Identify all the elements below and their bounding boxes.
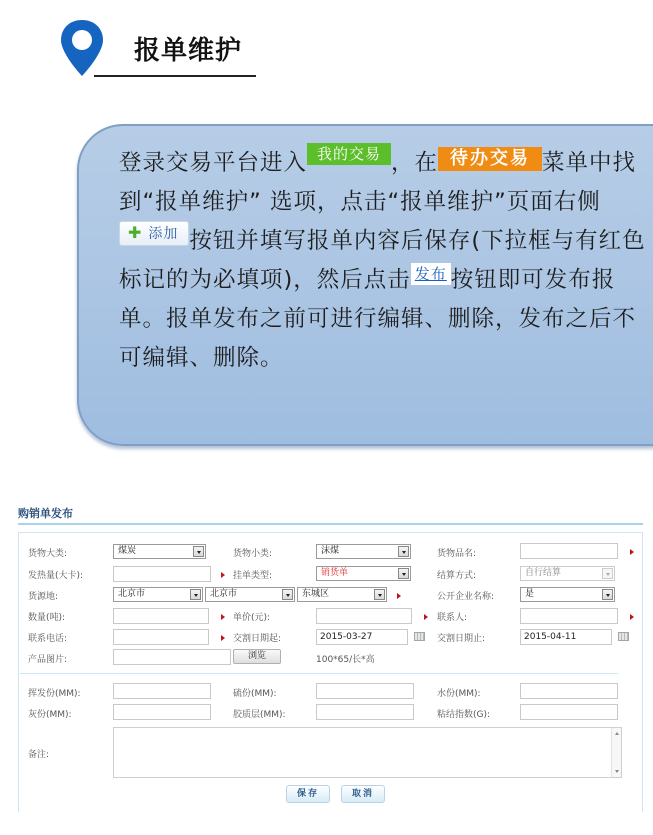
sulfur-input[interactable] <box>316 683 414 699</box>
section-divider <box>20 673 618 674</box>
publish-link-sample: 发布 <box>411 263 451 285</box>
order-type-value: 销货单 <box>321 568 349 578</box>
map-pin-icon <box>58 18 106 78</box>
my-trade-chip: 我的交易 <box>307 143 391 165</box>
settlement-value: 自行结算 <box>525 568 562 578</box>
section-header <box>58 18 258 78</box>
required-marker-icon <box>397 593 401 599</box>
save-button[interactable]: 保存 <box>286 785 330 803</box>
category-label: 货物大类: <box>28 549 68 559</box>
chevron-down-icon <box>398 568 409 579</box>
volatile-label: 挥发份(MM): <box>28 689 81 699</box>
calendar-icon[interactable] <box>414 632 425 641</box>
cancel-button[interactable]: 取消 <box>341 785 385 803</box>
instruction-text <box>119 144 649 378</box>
moisture-input[interactable] <box>520 683 618 699</box>
district-select[interactable] <box>297 587 387 602</box>
remark-label: 备注: <box>28 750 50 760</box>
plus-icon: ✚ <box>128 223 143 242</box>
contact-label: 联系人: <box>437 613 468 623</box>
product-name-label: 货物品名: <box>437 549 477 559</box>
subcategory-label: 货物小类: <box>233 549 273 559</box>
chevron-down-icon <box>282 589 293 600</box>
delivery-end-label: 交割日期止: <box>437 634 486 644</box>
add-label: 添加 <box>148 226 179 242</box>
phone-input[interactable] <box>113 629 209 645</box>
required-marker-icon <box>221 614 225 620</box>
origin-label: 货源地: <box>28 592 59 602</box>
page-title: 报单维护 <box>134 36 243 66</box>
calorific-input[interactable] <box>113 566 211 582</box>
chevron-down-icon <box>602 589 613 600</box>
form-title-rule <box>18 523 643 525</box>
delivery-start-label: 交割日期起: <box>233 634 282 644</box>
city-select[interactable] <box>205 587 295 602</box>
chevron-down-icon <box>374 589 385 600</box>
form-title: 购销单发布 <box>18 507 73 520</box>
subcategory-select[interactable] <box>316 544 411 559</box>
district-value: 东城区 <box>302 589 330 599</box>
product-image-label: 产品图片: <box>28 655 68 665</box>
sulfur-label: 硫份(MM): <box>233 689 277 699</box>
chevron-down-icon <box>190 589 201 600</box>
remark-textarea[interactable] <box>113 727 622 778</box>
pending-trade-chip: 待办交易 <box>438 147 542 171</box>
plastometer-label: 胶质层(MM): <box>233 710 286 720</box>
required-marker-icon <box>630 614 634 620</box>
delivery-end-input[interactable]: 2015-04-11 <box>520 629 612 645</box>
settlement-label: 结算方式: <box>437 571 477 581</box>
delivery-start-input[interactable]: 2015-03-27 <box>316 629 408 645</box>
scroll-up-icon[interactable] <box>615 732 619 735</box>
moisture-label: 水份(MM): <box>437 689 481 699</box>
chevron-down-icon <box>602 568 613 579</box>
instruction-segment: 菜单中找到“报单维护” 选项，点击“报单维护”页面右侧 <box>119 150 637 215</box>
instruction-segment: 按钮并填写报单内容后保存(下拉框与有红色标记的为必填项)，然后点击 <box>119 228 646 293</box>
province-value: 北京市 <box>118 589 146 599</box>
scroll-down-icon[interactable] <box>615 770 619 773</box>
caking-index-input[interactable] <box>520 704 618 720</box>
subcategory-value: 沫煤 <box>321 546 340 556</box>
product-name-input[interactable] <box>520 543 618 559</box>
public-company-value: 是 <box>525 589 535 599</box>
browse-button[interactable]: 浏览 <box>233 649 281 664</box>
province-select[interactable] <box>113 587 203 602</box>
product-image-path-input[interactable] <box>113 649 231 665</box>
quantity-input[interactable] <box>113 608 209 624</box>
order-type-label: 挂单类型: <box>233 571 273 581</box>
title-underline <box>94 75 256 77</box>
plastometer-input[interactable] <box>316 704 414 720</box>
required-marker-icon <box>630 549 634 555</box>
order-type-select[interactable] <box>316 566 411 581</box>
ash-label: 灰份(MM): <box>28 710 72 720</box>
instruction-callout <box>77 124 653 446</box>
unit-price-input[interactable] <box>316 608 412 624</box>
required-marker-icon <box>221 572 225 578</box>
calendar-icon[interactable] <box>618 632 629 641</box>
category-select[interactable] <box>113 544 206 559</box>
settlement-select[interactable] <box>520 566 615 581</box>
required-marker-icon <box>221 635 225 641</box>
instruction-segment: ，在 <box>391 150 439 176</box>
unit-price-label: 单价(元): <box>233 613 271 623</box>
chevron-down-icon <box>398 546 409 557</box>
chevron-down-icon <box>193 546 204 557</box>
volatile-input[interactable] <box>113 683 211 699</box>
calorific-label: 发热量(大卡): <box>28 571 84 581</box>
public-company-select[interactable] <box>520 587 615 602</box>
contact-input[interactable] <box>520 608 618 624</box>
instruction-segment: 登录交易平台进入 <box>119 150 308 176</box>
required-marker-icon <box>424 614 428 620</box>
caking-index-label: 粘结指数(G): <box>437 710 491 720</box>
instruction-segment: 按钮即可发布报单。报单发布之前可进行编辑、删除，发布之后不可编辑、删除。 <box>119 267 637 371</box>
phone-label: 联系电话: <box>28 634 68 644</box>
textarea-scrollbar[interactable] <box>611 728 621 777</box>
category-value: 煤炭 <box>118 546 137 556</box>
ash-input[interactable] <box>113 704 211 720</box>
city-value: 北京市 <box>210 589 238 599</box>
image-size-hint: 100*65/长*高 <box>316 655 375 665</box>
add-button-sample <box>119 221 189 246</box>
public-company-label: 公开企业名称: <box>437 592 495 602</box>
quantity-label: 数量(吨): <box>28 613 66 623</box>
